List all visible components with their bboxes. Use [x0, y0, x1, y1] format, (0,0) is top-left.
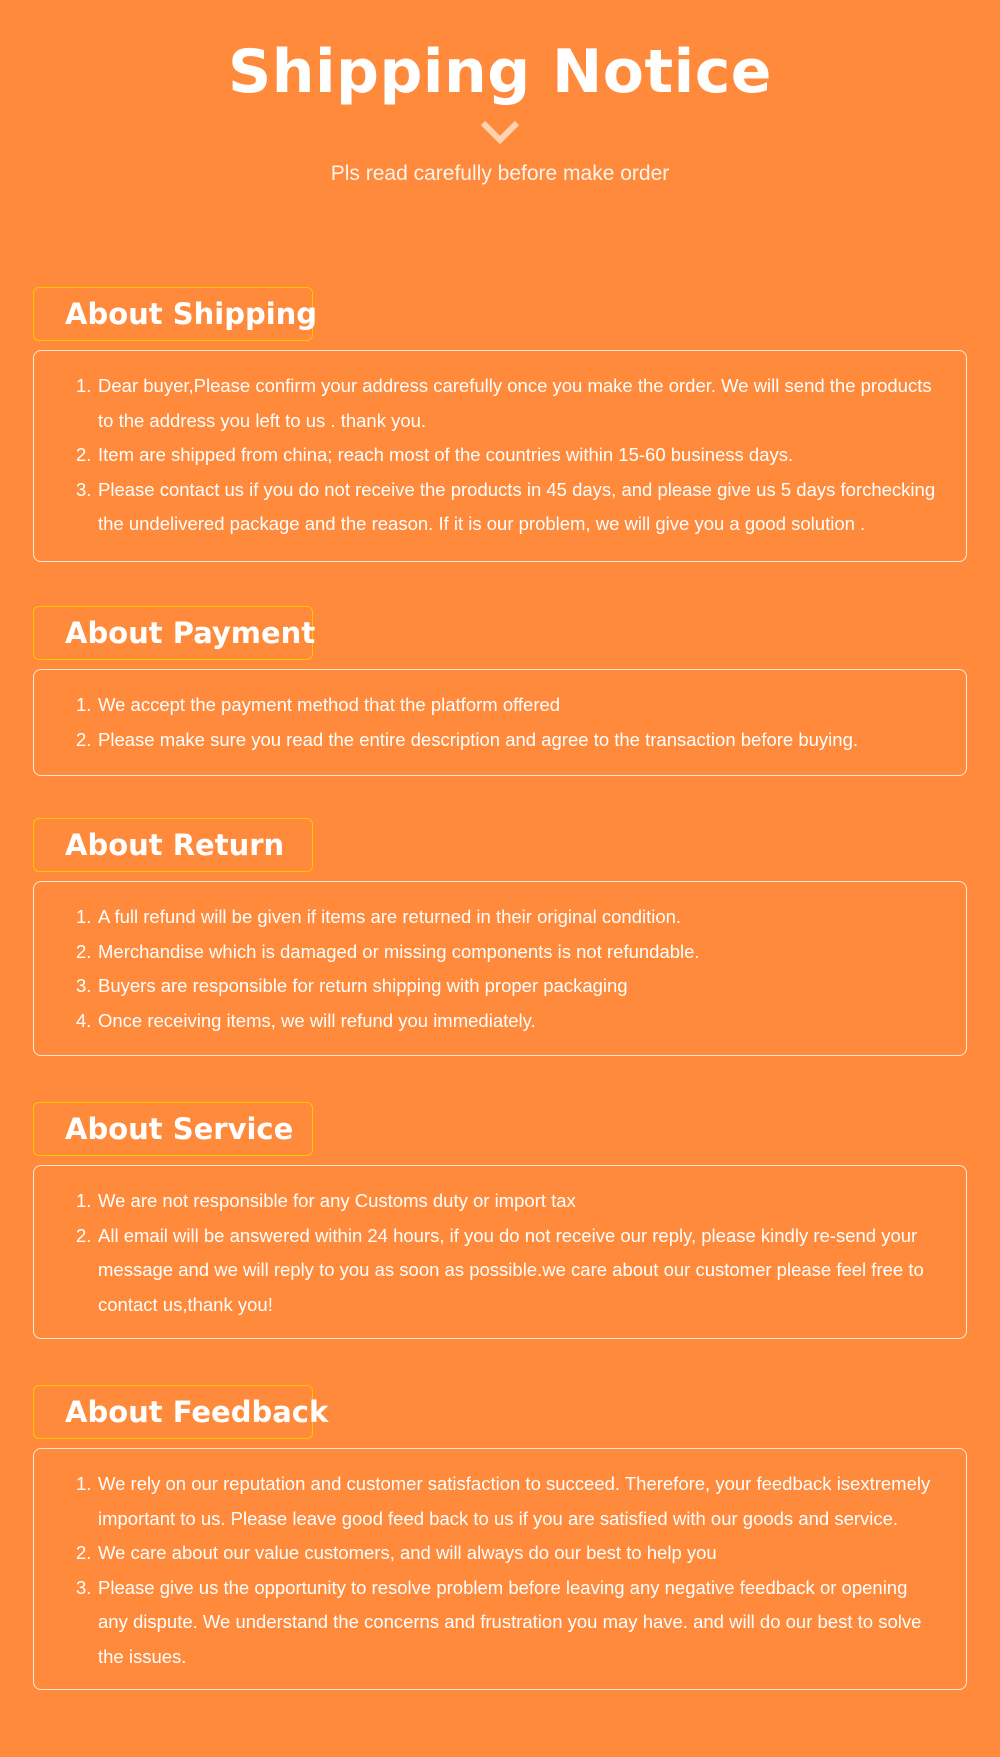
list-item: A full refund will be given if items are returned in their original condition. [98, 906, 682, 927]
list-item: We are not responsible for any Customs duty or import tax [98, 1190, 576, 1211]
list-item: We accept the payment method that the platform offered [98, 694, 561, 715]
section-payment [33, 606, 967, 776]
section-title-box [33, 1102, 313, 1156]
list-item: We care about our value customers, and will always do our best to help you [98, 1542, 717, 1563]
section-feedback [33, 1385, 967, 1690]
section-title-box [33, 606, 316, 660]
section-title: About Service [65, 1112, 294, 1146]
list-item: Once receiving items, we will refund you immediately. [98, 1009, 536, 1031]
list-item: Please make sure you read the entire description and agree to the transaction before buying. [98, 728, 858, 750]
section-title-box [33, 1385, 329, 1439]
section-title: About Shipping [65, 297, 318, 331]
item-list [64, 688, 936, 757]
page-header [0, 0, 1000, 188]
section-service [33, 1102, 967, 1339]
section-title-box [33, 818, 313, 872]
section-body [33, 350, 967, 562]
item-list [64, 1467, 936, 1674]
section-shipping [33, 287, 967, 562]
section-title: About Payment [65, 616, 316, 650]
list-item: We rely on our reputation and customer satisfaction to succeed. Therefore, your feedback isextremely important to us. Please leave good feed back to us if you are satisfied with our goods and service. [98, 1473, 931, 1529]
list-item: Item are shipped from china; reach most of the countries within 15-60 business days. [98, 444, 794, 465]
chevron-down-icon [479, 118, 521, 146]
list-item: Dear buyer,Please confirm your address carefully once you make the order. We will send the products to the address you left to us . thank you. [98, 375, 932, 431]
item-list [64, 1184, 936, 1322]
section-body [33, 881, 967, 1056]
list-item: Merchandise which is damaged or missing components is not refundable. [98, 940, 700, 962]
page-subtitle: Pls read carefully before make order [330, 162, 670, 185]
list-item: All email will be answered within 24 hours, if you do not receive our reply, please kindly re-send your message and we will reply to you as soon as possible.we care about our customer please feel free to contact us,thank you! [98, 1224, 924, 1315]
section-body [33, 669, 967, 776]
list-item: Buyers are responsible for return shipping with proper packaging [98, 975, 628, 996]
section-title-box [33, 287, 318, 341]
section-body [33, 1448, 967, 1690]
section-title: About Return [65, 828, 285, 862]
list-item: Please contact us if you do not receive the products in 45 days, and please give us 5 days forchecking the undelivered package and the reason. If it is our problem, we will give you a good solution . [98, 478, 936, 534]
item-list [64, 900, 936, 1038]
section-title: About Feedback [65, 1395, 329, 1429]
section-return [33, 818, 967, 1056]
section-body [33, 1165, 967, 1339]
list-item: Please give us the opportunity to resolve problem before leaving any negative feedback or opening any dispute. We understand the concerns and frustration you may have. and will do our best to solve the issues. [98, 1576, 922, 1667]
item-list [64, 369, 936, 542]
page-title: Shipping Notice [228, 37, 772, 107]
